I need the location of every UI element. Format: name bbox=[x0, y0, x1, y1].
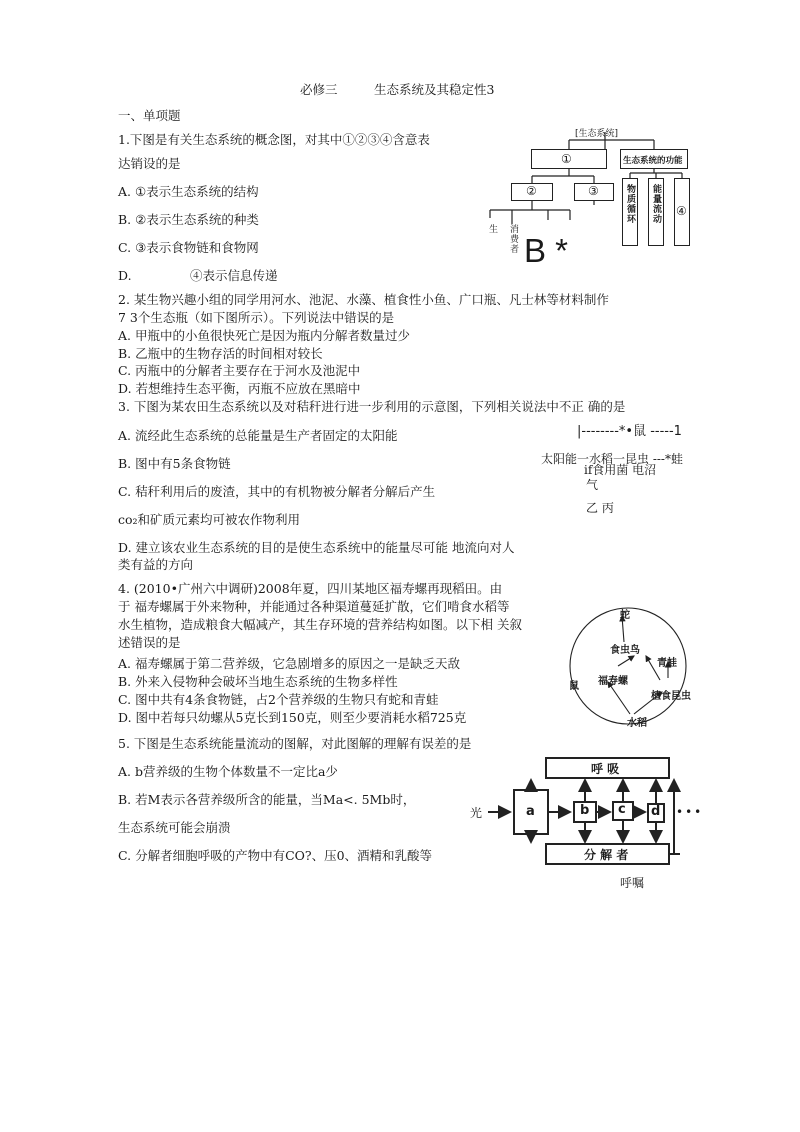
q3-diagram-row3: if食用菌 电沼 bbox=[584, 463, 657, 477]
q3-option-c: C. 秸秆利用后的废渣，其中的有机物被分解者分解后产生 bbox=[118, 484, 436, 499]
q4-option-d: D. 图中若每只幼螺从5克长到150克，则至少要消耗水稻725克 bbox=[118, 710, 467, 725]
q5-node-b: b bbox=[580, 803, 590, 818]
q5-node-a: a bbox=[526, 804, 535, 819]
q4-node-snail: 福寿螺 bbox=[598, 676, 628, 687]
q1-stem: 1.下图是有关生态系统的概念图，对其中①②③④含意表 bbox=[118, 132, 430, 147]
q5-option-a: A. b营养级的生物个体数量不一定比a少 bbox=[118, 764, 338, 779]
q5-diagram-light: 光 bbox=[470, 806, 483, 820]
q3-diagram-row4: 气 bbox=[586, 478, 599, 492]
q3-stem: 3. 下图为某农田生态系统以及对秸秆进行进一步利用的示意图，下列相关说法中不正 确的是 bbox=[118, 399, 626, 414]
q3-diagram-row2: 太阳能一水稻一昆虫 ---*蛙 bbox=[541, 452, 683, 466]
q2-option-d: D. 若想维持生态平衡，丙瓶不应放在黑暗中 bbox=[118, 381, 361, 396]
q3-diagram-row5: 乙 丙 bbox=[586, 501, 614, 515]
q3-diagram-row1: |--------*•鼠 -----1 bbox=[577, 424, 682, 439]
q1-diagram-func: 生态系统的功能 bbox=[623, 156, 683, 166]
q1-diagram-connectors bbox=[0, 0, 800, 300]
q4-node-bird: 食虫鸟 bbox=[610, 645, 640, 656]
q4-node-rice: 水稻 bbox=[627, 718, 647, 729]
q5-stem: 5. 下图是生态系统能量流动的图解，对此图解的理解有误差的是 bbox=[118, 736, 472, 751]
q1-overlay-text: B * bbox=[524, 232, 569, 269]
q1-diagram-leaf-producer: 生 bbox=[489, 225, 499, 235]
q1-stem-cont: 达销设的是 bbox=[118, 156, 181, 171]
q3-option-a: A. 流经此生态系统的总能量是生产者固定的太阳能 bbox=[118, 428, 398, 443]
q3-option-c-cont: co₂和矿质元素均可被农作物利用 bbox=[118, 512, 301, 527]
q4-option-c: C. 图中共有4条食物链，占2个营养级的生物只有蛇和青蛙 bbox=[118, 692, 439, 707]
q3-option-d: D. 建立该农业生态系统的目的是使生态系统中的能量尽可能 地流向对人 bbox=[118, 540, 515, 555]
q4-node-snake: 蛇 bbox=[620, 610, 630, 621]
q4-option-b: B. 外来入侵物种会破坏当地生态系统的生物多样性 bbox=[118, 674, 398, 689]
q5-diagram-dots: ••• bbox=[676, 805, 704, 819]
q4-node-frog: 青蛙 bbox=[657, 658, 677, 669]
q1-diagram-n2: ② bbox=[526, 184, 537, 198]
q2-stem-cont: 7 3个生态瓶（如下图所示）。下列说法中错误的是 bbox=[118, 310, 395, 325]
q1-option-a: A. ①表示生态系统的结构 bbox=[118, 184, 259, 199]
q4-stem-cont2: 水生植物，造成粮食大幅减产，其生存环境的营养结构如图。以下相 关叙 bbox=[118, 617, 522, 632]
q5-diagram-caption: 呼嘱 bbox=[620, 876, 645, 890]
q1-diagram-top: [生态系统] bbox=[575, 129, 619, 139]
q1-diagram-n1: ① bbox=[561, 152, 572, 166]
q5-node-c: c bbox=[618, 802, 626, 817]
q5-diagram-arrows bbox=[480, 750, 700, 870]
q5-option-b: B. 若M表示各营养级所含的能量，当Ma<. 5Mb时， bbox=[118, 792, 416, 807]
q4-node-rat: 鼠 bbox=[569, 681, 579, 692]
q1-option-b: B. ②表示生态系统的种类 bbox=[118, 212, 259, 227]
q3-option-b: B. 图中有5条食物链 bbox=[118, 456, 231, 471]
q1-diagram-leaf-consumer: 消费者 bbox=[508, 224, 518, 254]
q1-option-d: ④表示信息传递 bbox=[190, 268, 278, 283]
q5-diagram-respiration: 呼 吸 bbox=[591, 762, 620, 776]
q5-option-b-cont: 生态系统可能会崩溃 bbox=[118, 820, 231, 835]
q5-diagram-decomposer: 分 解 者 bbox=[584, 848, 629, 862]
q4-option-a: A. 福寿螺属于第二营养级，它急剧增多的原因之一是缺乏天敌 bbox=[118, 656, 460, 671]
q2-option-c: C. 丙瓶中的分解者主要存在于河水及池泥中 bbox=[118, 363, 361, 378]
q1-option-c: C. ③表示食物链和食物网 bbox=[118, 240, 259, 255]
q3-option-d-cont: 类有益的方向 bbox=[118, 557, 194, 572]
q4-stem-cont3: 述错误的是 bbox=[118, 635, 181, 650]
q1-diagram-material-cycle: 物质循环 bbox=[625, 184, 635, 224]
q4-stem: 4. (2010•广州六中调研)2008年夏，四川某地区福寿螺再现稻田。由 bbox=[118, 581, 503, 596]
page-title: 生态系统及其稳定性3 bbox=[374, 82, 495, 97]
q1-diagram-n4: ④ bbox=[676, 204, 687, 218]
q2-stem: 2. 某生物兴趣小组的同学用河水、池泥、水藻、植食性小鱼、广口瓶、凡士林等材料制作 bbox=[118, 292, 609, 307]
q1-diagram-energy-flow: 能量流动 bbox=[651, 184, 661, 224]
q5-node-d: d bbox=[651, 804, 661, 819]
q4-stem-cont1: 于 福寿螺属于外来物种，并能通过各种渠道蔓延扩散，它们啃食水稻等 bbox=[118, 599, 510, 614]
q1-diagram-n3: ③ bbox=[588, 184, 599, 198]
course-label: 必修三 bbox=[300, 82, 338, 97]
q4-node-insect: 植食昆虫 bbox=[651, 691, 691, 702]
q2-option-b: B. 乙瓶中的生物存活的时间相对较长 bbox=[118, 346, 323, 361]
q1-option-d-letter: D. bbox=[118, 268, 132, 283]
section-heading: 一、单项题 bbox=[118, 108, 181, 123]
q2-option-a: A. 甲瓶中的小鱼很快死亡是因为瓶内分解者数量过少 bbox=[118, 328, 410, 343]
q5-option-c: C. 分解者细胞呼吸的产物中有CO?、压0、酒精和乳酸等 bbox=[118, 848, 433, 863]
